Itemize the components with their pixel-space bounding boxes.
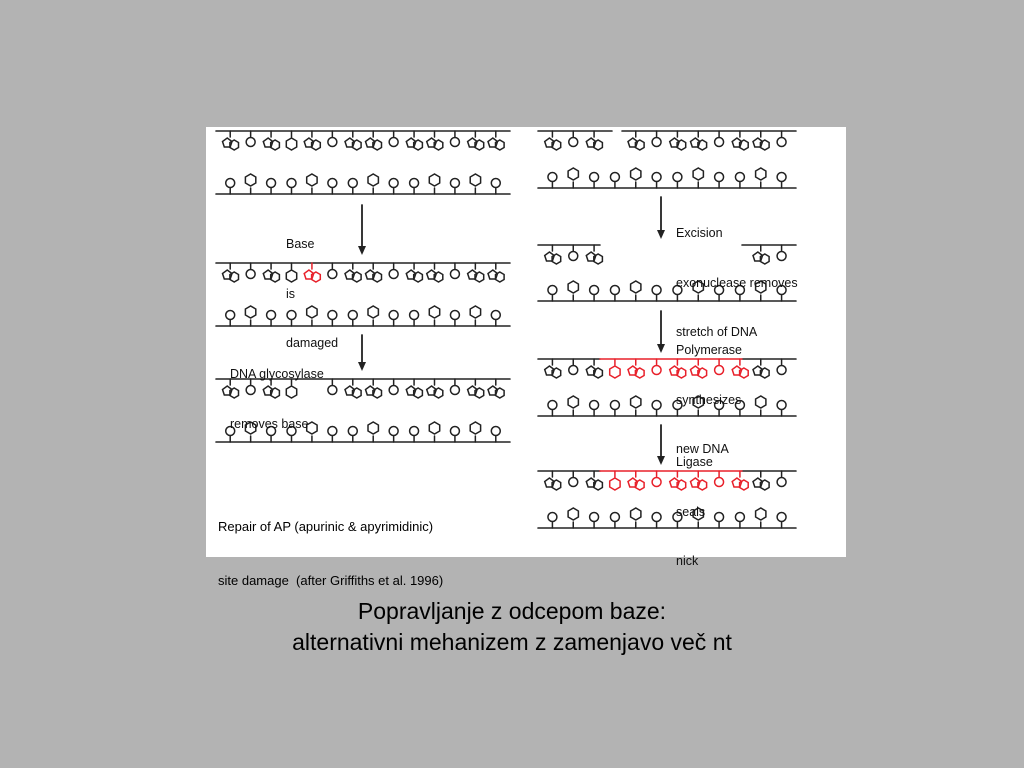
nucleotide [287, 427, 296, 443]
nucleotide [753, 359, 769, 378]
nucleotide [304, 263, 320, 282]
nucleotide [348, 427, 357, 443]
nucleotide [652, 401, 661, 417]
nucleotide [548, 173, 557, 189]
nucleotide [450, 427, 459, 443]
nucleotide [693, 508, 703, 528]
nucleotide [366, 131, 382, 150]
nucleotide [715, 359, 724, 375]
nucleotide [545, 359, 561, 378]
nucleotide [732, 359, 748, 378]
step-label-excision-exonuclease: Excision exonuclease removes stretch of DNA [676, 226, 798, 339]
nucleotide [590, 401, 599, 417]
nucleotide [389, 131, 398, 147]
nucleotide [652, 513, 661, 529]
nucleotide [450, 131, 459, 147]
nucleotide [450, 379, 459, 395]
nucleotide [568, 508, 578, 528]
right-panel-sealed [538, 471, 796, 528]
nucleotide [568, 168, 578, 188]
nucleotide [491, 311, 500, 327]
nucleotide [246, 379, 255, 395]
nucleotide [429, 306, 439, 326]
nucleotide [652, 286, 661, 302]
nucleotide [307, 174, 317, 194]
arrow-right-2 [657, 311, 665, 353]
nucleotide [245, 174, 255, 194]
right-panel-nicked [538, 131, 796, 188]
nucleotide [429, 422, 439, 442]
nucleotide [328, 311, 337, 327]
step-label-polymerase: Polymerase synthesizes new DNA [676, 343, 742, 456]
left-panel-intact [216, 131, 510, 194]
nucleotide [631, 168, 641, 188]
nucleotide [410, 179, 419, 195]
nucleotide [286, 263, 296, 282]
nucleotide [328, 263, 337, 279]
nucleotide [673, 286, 682, 302]
nucleotide [328, 131, 337, 147]
nucleotide [586, 471, 602, 490]
nucleotide [631, 508, 641, 528]
nucleotide [470, 174, 480, 194]
nucleotide [548, 513, 557, 529]
nucleotide [610, 401, 619, 417]
nucleotide [223, 379, 239, 398]
nucleotide [670, 471, 686, 490]
nucleotide [753, 131, 769, 150]
left-panel-base-removed [216, 379, 510, 442]
nucleotide [491, 427, 500, 443]
nucleotide [226, 427, 235, 443]
nucleotide [777, 401, 786, 417]
arrow-left-1 [358, 205, 366, 255]
nucleotide [267, 179, 276, 195]
nucleotide [673, 173, 682, 189]
nucleotide [307, 306, 317, 326]
nucleotide [753, 245, 769, 264]
nucleotide [569, 245, 578, 261]
nucleotide [652, 471, 661, 487]
nucleotide [450, 311, 459, 327]
arrow-right-1 [657, 197, 665, 239]
nucleotide [715, 513, 724, 529]
nucleotide [406, 379, 422, 398]
nucleotide [427, 131, 443, 150]
nucleotide [610, 471, 620, 490]
figure-inner-caption: Repair of AP (apurinic & apyrimidinic) site damage (after Griffiths et al. 1996) [218, 519, 444, 588]
nucleotide [267, 427, 276, 443]
nucleotide [628, 131, 644, 150]
nucleotide [246, 131, 255, 147]
nucleotide [389, 179, 398, 195]
nucleotide [263, 263, 279, 282]
nucleotide [545, 131, 561, 150]
nucleotide [366, 379, 382, 398]
step-label-ligase: Ligase seals nick [676, 455, 713, 568]
nucleotide [673, 513, 682, 529]
nucleotide [468, 379, 484, 398]
nucleotide [586, 245, 602, 264]
nucleotide [753, 471, 769, 490]
nucleotide [470, 422, 480, 442]
left-panel-damaged [216, 263, 510, 326]
nucleotide [756, 508, 766, 528]
nucleotide [263, 379, 279, 398]
nucleotide [223, 263, 239, 282]
nucleotide [263, 131, 279, 150]
nucleotide [777, 245, 786, 261]
nucleotide [368, 174, 378, 194]
slide-caption-line2: alternativni mehanizem z zamenjavo več nt [292, 629, 732, 655]
nucleotide [631, 281, 641, 301]
nucleotide [569, 359, 578, 375]
nucleotide [628, 471, 644, 490]
nucleotide [732, 471, 748, 490]
nucleotide [568, 281, 578, 301]
nucleotide [590, 286, 599, 302]
nucleotide [286, 379, 296, 398]
nucleotide [389, 311, 398, 327]
nucleotide [328, 379, 337, 395]
nucleotide [287, 179, 296, 195]
nucleotide [488, 379, 504, 398]
nucleotide [670, 359, 686, 378]
right-panel-excised [538, 245, 796, 301]
nucleotide [735, 173, 744, 189]
slide-caption-line1: Popravljanje z odcepom baze: [357, 598, 667, 624]
nucleotide [548, 401, 557, 417]
nucleotide [223, 131, 239, 150]
nucleotide [652, 131, 661, 147]
nucleotide [610, 513, 619, 529]
nucleotide [450, 179, 459, 195]
nucleotide [287, 311, 296, 327]
nucleotide [488, 131, 504, 150]
nucleotide [756, 168, 766, 188]
dna-strands-drawing [206, 127, 846, 557]
nucleotide [328, 179, 337, 195]
nucleotide [545, 245, 561, 264]
step-label-dna-glycosylase: DNA glycosylase removes base [230, 367, 324, 431]
nucleotide [756, 281, 766, 301]
nucleotide [410, 311, 419, 327]
nucleotide [691, 471, 707, 490]
nucleotide [389, 427, 398, 443]
nucleotide [735, 401, 744, 417]
nucleotide [777, 359, 786, 375]
nucleotide [450, 263, 459, 279]
step-label-base-damaged: Base is damaged [286, 237, 339, 350]
nucleotide [691, 359, 707, 378]
nucleotide [569, 471, 578, 487]
dna-repair-figure [206, 127, 846, 588]
nucleotide [267, 311, 276, 327]
nucleotide [631, 396, 641, 416]
nucleotide [693, 396, 703, 416]
nucleotide [427, 263, 443, 282]
nucleotide [468, 263, 484, 282]
nucleotide [628, 359, 644, 378]
nucleotide [590, 173, 599, 189]
nucleotide [610, 286, 619, 302]
nucleotide [345, 263, 361, 282]
nucleotide [610, 173, 619, 189]
nucleotide [389, 379, 398, 395]
nucleotide [548, 286, 557, 302]
nucleotide [568, 396, 578, 416]
nucleotide [328, 427, 337, 443]
nucleotide [586, 131, 602, 150]
slide-caption [0, 596, 1024, 658]
nucleotide [366, 263, 382, 282]
nucleotide [348, 179, 357, 195]
nucleotide [410, 427, 419, 443]
nucleotide [470, 306, 480, 326]
nucleotide [286, 131, 296, 150]
nucleotide [777, 513, 786, 529]
nucleotide [756, 396, 766, 416]
nucleotide [345, 131, 361, 150]
nucleotide [468, 131, 484, 150]
nucleotide [368, 306, 378, 326]
arrow-right-3 [657, 425, 665, 465]
arrow-left-2 [358, 335, 366, 371]
nucleotide [307, 422, 317, 442]
nucleotide [652, 173, 661, 189]
nucleotide [715, 471, 724, 487]
nucleotide [345, 379, 361, 398]
nucleotide [777, 131, 786, 147]
nucleotide [715, 286, 724, 302]
nucleotide [735, 286, 744, 302]
nucleotide [569, 131, 578, 147]
nucleotide [348, 311, 357, 327]
nucleotide [670, 131, 686, 150]
nucleotide [610, 359, 620, 378]
nucleotide [427, 379, 443, 398]
nucleotide [691, 131, 707, 150]
nucleotide [406, 131, 422, 150]
nucleotide [245, 422, 255, 442]
nucleotide [673, 401, 682, 417]
nucleotide [715, 131, 724, 147]
nucleotide [715, 401, 724, 417]
nucleotide [777, 173, 786, 189]
nucleotide [777, 286, 786, 302]
nucleotide [429, 174, 439, 194]
nucleotide [545, 471, 561, 490]
nucleotide [246, 263, 255, 279]
nucleotide [406, 263, 422, 282]
nucleotide [732, 131, 748, 150]
nucleotide [368, 422, 378, 442]
right-panel-synthesized [538, 359, 796, 416]
nucleotide [304, 131, 320, 150]
nucleotide [735, 513, 744, 529]
nucleotide [777, 471, 786, 487]
nucleotide [693, 281, 703, 301]
nucleotide [488, 263, 504, 282]
nucleotide [226, 311, 235, 327]
nucleotide [586, 359, 602, 378]
nucleotide [245, 306, 255, 326]
nucleotide [491, 179, 500, 195]
nucleotide [590, 513, 599, 529]
nucleotide [389, 263, 398, 279]
nucleotide [693, 168, 703, 188]
nucleotide [715, 173, 724, 189]
nucleotide [226, 179, 235, 195]
nucleotide [652, 359, 661, 375]
